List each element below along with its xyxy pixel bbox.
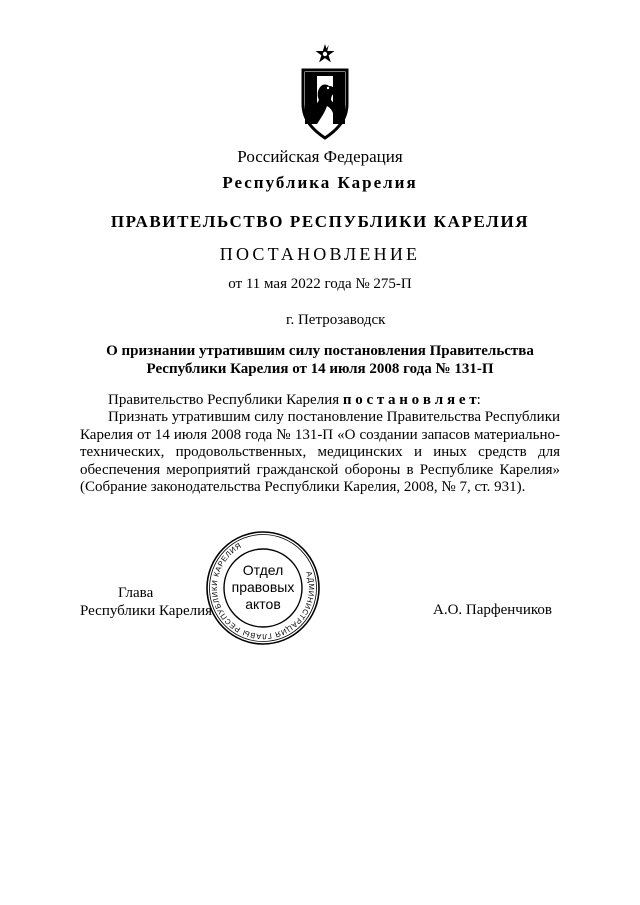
stamp-line-1: Отдел: [242, 562, 284, 578]
stamp-line-3: актов: [245, 596, 281, 612]
karelia-coat-of-arms-icon: [297, 42, 353, 142]
document-date-number: от 11 мая 2022 года № 275-П: [228, 276, 412, 292]
stamp-line-2: правовых: [231, 579, 295, 595]
signatory-name: А.О. Парфенчиков: [433, 602, 552, 618]
document-title-line-2: Республики Карелия от 14 июля 2008 года № 131-П: [146, 361, 494, 377]
resolution-intro: [80, 392, 560, 409]
signatory-title-line-2: Республики Карелия: [80, 603, 213, 619]
country-name: Российская Федерация: [237, 147, 403, 166]
stamp-ring-text: АДМИНИСТРАЦИЯ ГЛАВЫ РЕСПУБЛИКИ КАРЕЛИЯ: [209, 540, 317, 642]
signatory-title-line-1: Глава: [118, 585, 154, 601]
document-title-line-1: О признании утратившим силу постановления Правительства: [106, 343, 534, 359]
document-city: г. Петрозаводск: [286, 312, 386, 328]
document-type: ПОСТАНОВЛЕНИЕ: [219, 244, 421, 264]
official-stamp: [205, 530, 321, 646]
resolution-colon: :: [476, 392, 481, 408]
resolution-paragraph: Признать утратившим силу постановление Правительства Республики Карелия от 14 июля 2008 года № 131-П «О создании запасов материально-технических, продовольственных, медицинских и иных средств для обеспечения мероприятий гражданской обороны в Республике Карелия» (Собрание законодательства Республики Карелия, 2008, № 7, ст. 931).: [80, 409, 561, 496]
resolution-verb: п о с т а н о в л я е т: [342, 392, 477, 408]
resolution-intro-text: Правительство Республики Карелия: [108, 392, 340, 408]
government-name: ПРАВИТЕЛЬСТВО РЕСПУБЛИКИ КАРЕЛИЯ: [110, 212, 530, 231]
republic-name: Республика Карелия: [222, 173, 418, 192]
signatory-title: [80, 584, 212, 620]
document-body: [80, 392, 560, 496]
document-title: [90, 342, 550, 378]
